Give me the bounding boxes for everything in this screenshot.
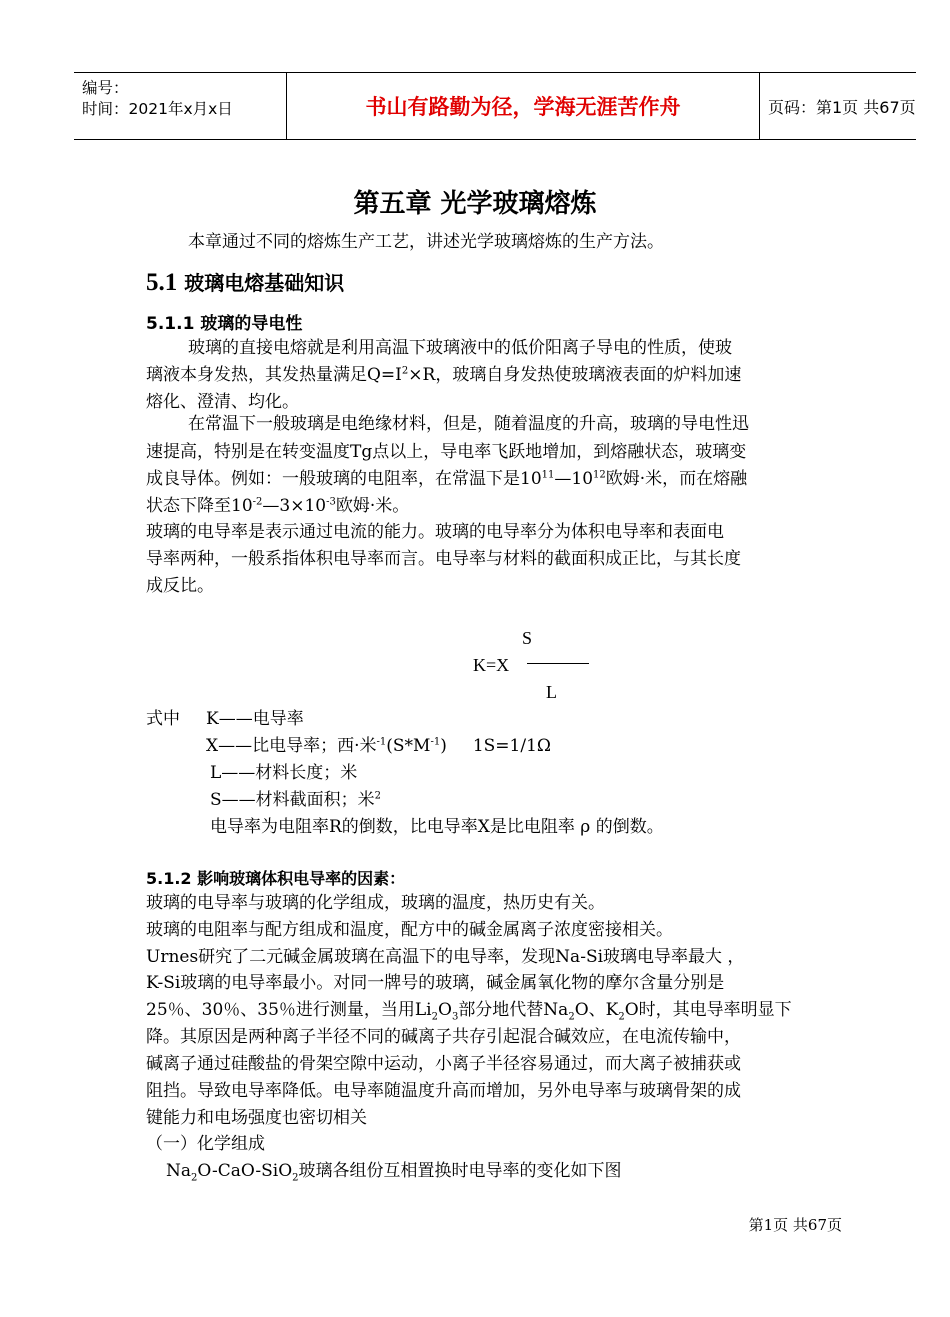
text: ×R，玻璃自身发热使玻璃液表面的炉料加速 bbox=[408, 365, 742, 385]
text: O时，其电导率明显下 bbox=[624, 1000, 792, 1020]
text: O-CaO-SiO bbox=[197, 1161, 293, 1181]
para6-line3 bbox=[146, 1000, 792, 1023]
superscript: -1 bbox=[376, 736, 387, 748]
para4: 玻璃的电导率与玻璃的化学组成，玻璃的温度，热历史有关。 bbox=[146, 893, 605, 913]
para2-line1: 在常温下一般玻璃是电绝缘材料，但是，随着温度的升高，玻璃的导电性迅 bbox=[188, 414, 749, 434]
subscript: 2 bbox=[431, 1011, 438, 1023]
chapter-intro: 本章通过不同的熔炼生产工艺，讲述光学玻璃熔炼的生产方法。 bbox=[188, 232, 664, 252]
where-x bbox=[206, 736, 551, 756]
subscript: 2 bbox=[191, 1172, 198, 1184]
para6-line7: 键能力和电场强度也密切相关 bbox=[146, 1108, 367, 1128]
subsection-heading-5-1-1: 5.1.1 玻璃的导电性 bbox=[146, 314, 303, 334]
fraction-bar bbox=[527, 663, 589, 664]
section-heading-5-1 bbox=[146, 267, 344, 297]
superscript: 11 bbox=[541, 469, 555, 481]
para2-line2: 速提高，特别是在转变温度Tg点以上，导电率飞跃地增加，到熔融状态，玻璃变 bbox=[146, 442, 747, 462]
para1-line3: 熔化、澄清、均化。 bbox=[146, 392, 299, 412]
formula-denominator: L bbox=[546, 682, 557, 702]
para6-line1: Urnes研究了二元碱金属玻璃在高温下的电导率，发现Na-Si玻璃电导率最大 ， bbox=[146, 947, 745, 967]
text: 玻璃各组份互相置换时电导率的变化如下图 bbox=[298, 1161, 622, 1181]
para3-line3: 成反比。 bbox=[146, 576, 214, 596]
text: O bbox=[438, 1000, 452, 1020]
text: 25％、30％、35％进行测量，当用Li bbox=[146, 1000, 432, 1020]
subscript: 2 bbox=[292, 1172, 299, 1184]
subheading-chemical-composition: （一）化学组成 bbox=[146, 1134, 265, 1154]
superscript: -1 bbox=[430, 736, 441, 748]
where-note: 电导率为电阻率R的倒数，比电导率X是比电阻率 ρ 的倒数。 bbox=[210, 817, 664, 837]
para1-line1: 玻璃的直接电熔就是利用高温下玻璃液中的低价阳离子导电的性质，使玻 bbox=[188, 338, 732, 358]
superscript: -3 bbox=[326, 496, 336, 508]
text: Na bbox=[166, 1161, 192, 1181]
time-label: 时间：2021年x月x日 bbox=[82, 100, 233, 118]
superscript: 2 bbox=[374, 790, 382, 802]
text: 璃液本身发热，其发热量满足Q=I bbox=[146, 365, 402, 385]
text: ) bbox=[440, 736, 447, 756]
text: —3×10 bbox=[262, 496, 327, 516]
header-meta bbox=[74, 73, 286, 139]
text: 1S=1/1Ω bbox=[472, 736, 552, 756]
subscript: 2 bbox=[568, 1011, 575, 1023]
subscript: 2 bbox=[618, 1011, 625, 1023]
para6-line4: 降。其原因是两种离子半径不同的碱离子共存引起混合碱效应，在电流传输中， bbox=[146, 1027, 741, 1047]
para3-line2: 导率两种，一般系指体积电导率而言。电导率与材料的截面积成正比，与其长度 bbox=[146, 549, 741, 569]
superscript: 2 bbox=[401, 365, 409, 377]
where-label: 式中 bbox=[146, 709, 180, 729]
text: 状态下降至10 bbox=[146, 496, 253, 516]
where-s bbox=[210, 790, 381, 810]
para3-line1: 玻璃的电导率是表示通过电流的能力。玻璃的电导率分为体积电导率和表面电 bbox=[146, 522, 724, 542]
para5: 玻璃的电阻率与配方组成和温度，配方中的碱金属离子浓度密接相关。 bbox=[146, 920, 673, 940]
section-title: 玻璃电熔基础知识 bbox=[184, 271, 345, 295]
serial-label: 编号： bbox=[82, 79, 129, 97]
where-l: L——材料长度；米 bbox=[210, 763, 358, 783]
superscript: 12 bbox=[593, 469, 606, 481]
formula-lhs: K=X bbox=[473, 655, 510, 675]
text: 欧姆·米，而在熔融 bbox=[605, 469, 748, 489]
text: 部分地代替Na bbox=[458, 1000, 569, 1020]
text: (S*M bbox=[386, 736, 431, 756]
superscript: -2 bbox=[252, 496, 263, 508]
subscript: 3 bbox=[451, 1011, 459, 1023]
text: S——材料截面积；米 bbox=[210, 790, 375, 810]
header-page-info: 页码：第1页 共67页 bbox=[768, 97, 916, 117]
header-motto: 书山有路勤为径，学海无涯苦作舟 bbox=[286, 73, 760, 139]
page-footer: 第1页 共67页 bbox=[748, 1216, 842, 1234]
text: X——比电导率；西·米 bbox=[206, 736, 377, 756]
para6-line2: K-Si玻璃的电导率最小。对同一牌号的玻璃，碱金属氧化物的摩尔含量分别是 bbox=[146, 973, 725, 993]
subsection-heading-5-1-2: 5.1.2 影响玻璃体积电导率的因素： bbox=[146, 869, 406, 888]
section-number: 5.1 bbox=[146, 269, 178, 296]
text: O、K bbox=[574, 1000, 619, 1020]
formula-numerator: S bbox=[522, 628, 533, 648]
para6-line5: 碱离子通过硅酸盐的骨架空隙中运动，小离子半径容易通过，而大离子被捕获或 bbox=[146, 1054, 741, 1074]
page-header bbox=[74, 72, 916, 140]
para2-line3 bbox=[146, 469, 747, 489]
para2-line4 bbox=[146, 496, 409, 516]
text: —10 bbox=[554, 469, 594, 489]
text: 成良导体。例如：一般玻璃的电阻率，在常温下是10 bbox=[146, 469, 542, 489]
where-k: K——电导率 bbox=[206, 709, 304, 729]
para6-line6: 阻挡。导致电导率降低。电导率随温度升高而增加，另外电导率与玻璃骨架的成 bbox=[146, 1081, 741, 1101]
chapter-title: 第五章 光学玻璃熔炼 bbox=[353, 189, 597, 219]
text: 欧姆·米。 bbox=[335, 496, 410, 516]
para1-line2 bbox=[146, 365, 741, 385]
para7 bbox=[166, 1161, 622, 1184]
